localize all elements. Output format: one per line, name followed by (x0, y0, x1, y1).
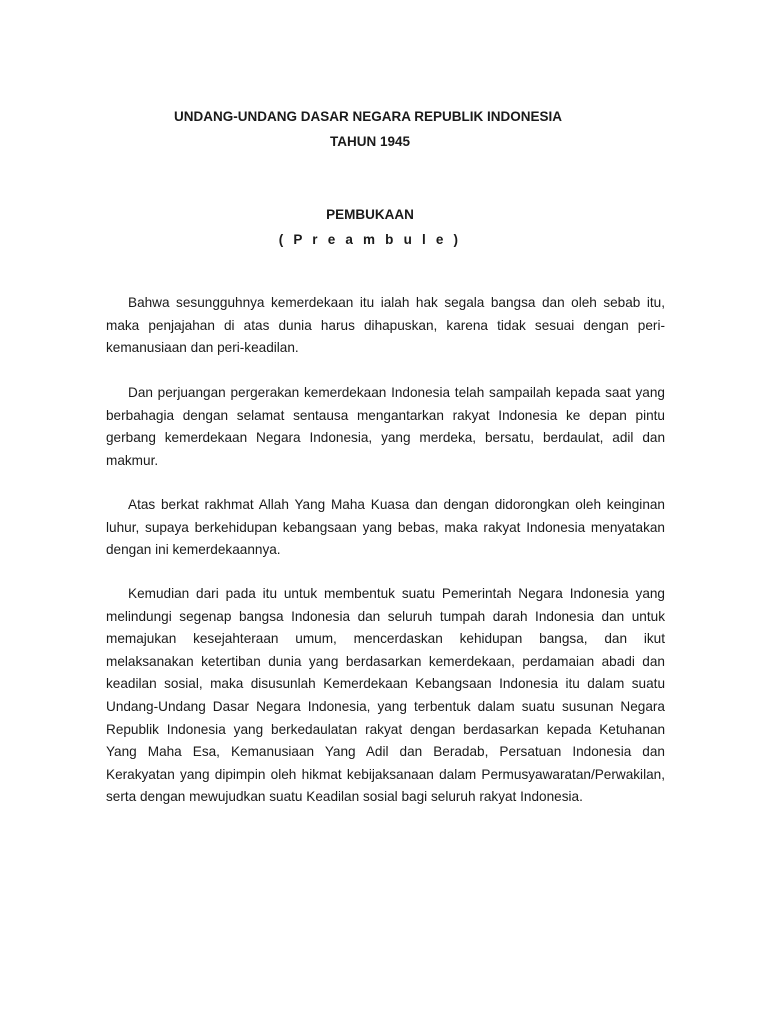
document-title: UNDANG-UNDANG DASAR NEGARA REPUBLIK INDONESIA (173, 109, 562, 124)
section-title: PEMBUKAAN (326, 207, 414, 222)
paragraph-1: Bahwa sesungguhnya kemerdekaan itu ialah hak segala bangsa dan oleh sebab itu, maka penjajahan di atas dunia harus dihapuskan, karena tidak sesuai dengan peri-kemanusiaan dan peri-keadilan. (106, 295, 665, 356)
section-subtitle: ( P r e a m b u l e ) (278, 232, 462, 247)
paragraph-4: Kemudian dari pada itu untuk membentuk suatu Pemerintah Negara Indonesia yang melindungi segenap bangsa Indonesia dan seluruh tumpah darah Indonesia dan untuk memajukan kesejahteraan umum, mencerdaskan kehidupan bangsa, dan ikut melaksanakan ketertiban dunia yang berdasarkan kemerdekaan, perdamaian abadi dan keadilan sosial, maka disusunlah Kemerdekaan Kebangsaan Indonesia itu dalam suatu Undang-Undang Dasar Negara Indonesia, yang terbentuk dalam suatu susunan Negara Republik Indonesia yang berkedaulatan rakyat dengan berdasarkan kepada Ketuhanan Yang Maha Esa, Kemanusiaan Yang Adil dan Beradab, Persatuan Indonesia dan Kerakyatan yang dipimpin oleh hikmat kebijaksanaan dalam Permusyawaratan/Perwakilan, serta dengan mewujudkan suatu Keadilan sosial bagi seluruh rakyat Indonesia. (106, 586, 665, 805)
paragraph-3: Atas berkat rakhmat Allah Yang Maha Kuasa dan dengan didorongkan oleh keinginan luhur, supaya berkehidupan kebangsaan yang bebas, maka rakyat Indonesia menyatakan dengan ini kemerdekaannya. (106, 497, 665, 558)
document-year: TAHUN 1945 (329, 134, 411, 149)
paragraph-2: Dan perjuangan pergerakan kemerdekaan Indonesia telah sampailah kepada saat yang berbahagia dengan selamat sentausa mengantarkan rakyat Indonesia ke depan pintu gerbang kemerdekaan Negara Indonesia, yang merdeka, bersatu, berdaulat, adil dan makmur. (106, 385, 665, 468)
